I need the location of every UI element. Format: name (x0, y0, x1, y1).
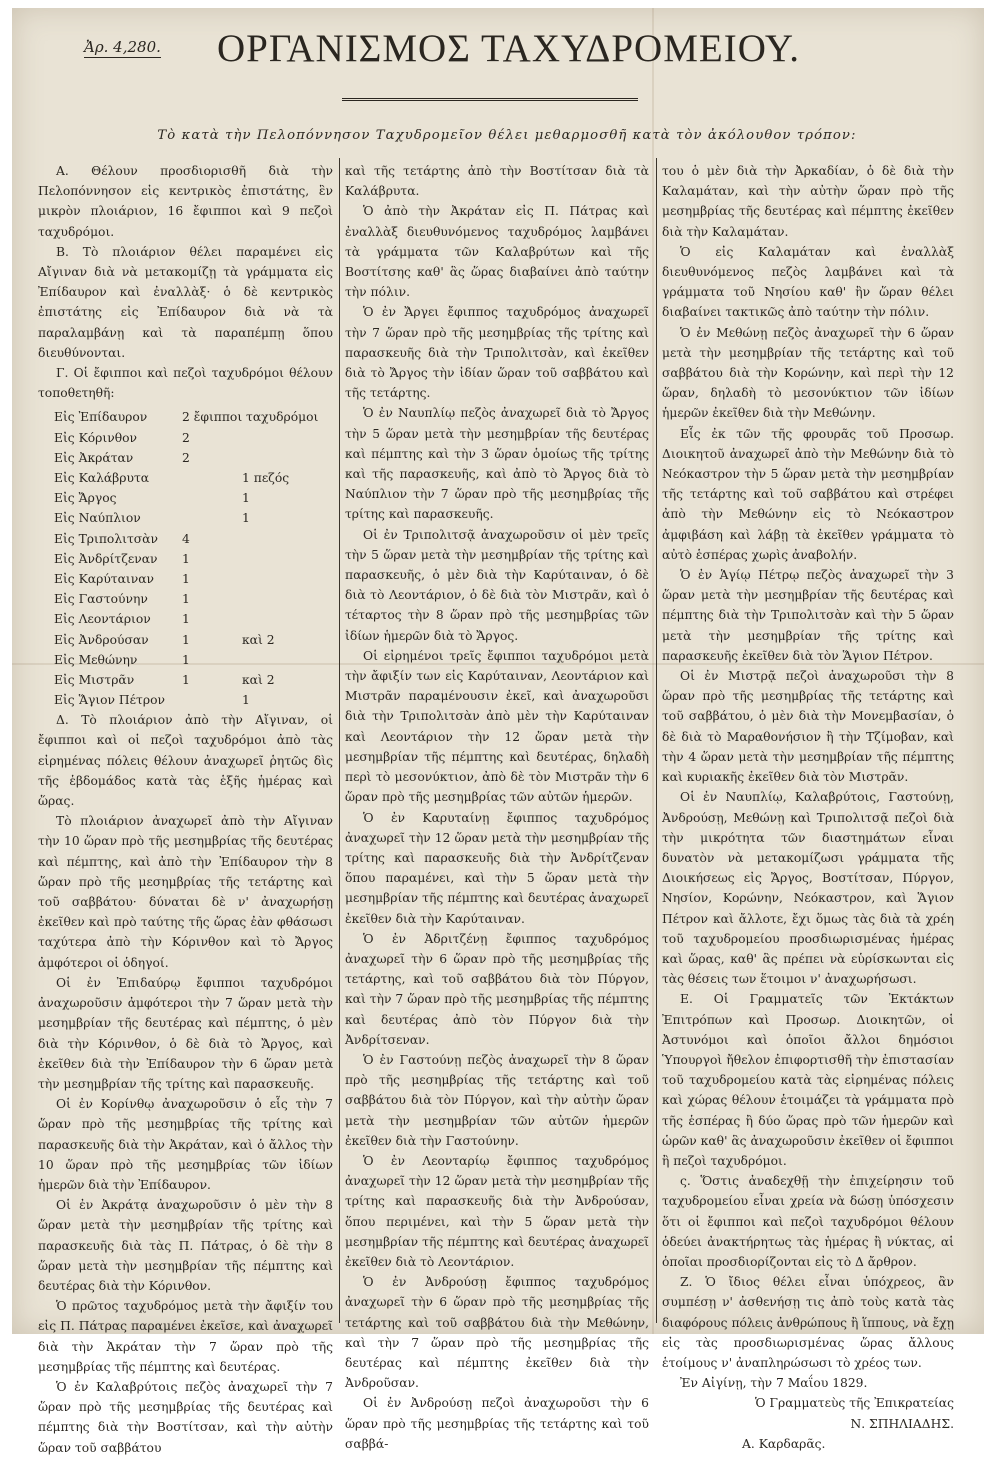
foot-cell (242, 569, 332, 589)
paragraph: Ὁ ἐν Ἁγίῳ Πέτρῳ πεζὸς ἀναχωρεῖ τὴν 3 ὥραν μετὰ τὴν μεσημβρίαν τῆς δευτέρας καὶ πέμπτης διὰ τὴν Τριπολιτσὰν καὶ τὴν 5 ὥραν μετὰ τὴν μεσημβρίαν τῆς τρίτης καὶ παρασκευῆς ἐκεῖθεν διὰ τὸν Ἅγιον Πέτρον. (662, 568, 954, 663)
paragraph: Γ. Οἱ ἔφιπποι καὶ πεζοὶ ταχυδρόμοι θέλουν τοποθετηθῆ: (38, 366, 333, 401)
table-row (38, 428, 333, 448)
paragraph: καὶ τῆς τετάρτης ἀπὸ τὴν Βοστίτσαν διὰ τὰ Καλάβρυτα. (345, 164, 649, 199)
paragraph: Ὁ ἐν Ἄργει ἔφιππος ταχυδρόμος ἀναχωρεῖ τὴν 7 ὥραν πρὸ τῆς μεσημβρίας τῆς τρίτης καὶ παρασκευῆς διὰ τὴν Τριπολιτσὰν, καὶ ἐκεῖθεν διὰ τὸ Ἄργος τὴν ἰδίαν ὥραν τοῦ σαββάτου καὶ τῆς τετάρτης. (345, 305, 649, 401)
riders-cell: 2 (182, 430, 190, 445)
riders-cell: 1 (182, 652, 190, 667)
riders-cell (182, 488, 242, 508)
paragraph: Οἱ εἰρημένοι τρεῖς ἔφιπποι ταχυδρόμοι μετὰ τὴν ἄφιξίν των εἰς Καρύταιναν, Λεοντάριον καὶ Μιστρᾶν παραμένουσιν ἐκεῖ, καὶ ἀναχωροῦσι διὰ τὴν Τριπολιτσὰν ἀπὸ μὲν τὴν Καρύταιναν καὶ Λεοντάριον τὴν 12 ὥραν μετὰ τὴν μεσημβρίαν τῆς πέμπτης καὶ δευτέρας, δηλαδὴ περὶ τὸ μεσονύκτιον, ἀπὸ δὲ τὸν Μιστρᾶν τὴν 6 ὥραν πρὸ τῆς μεσημβρίας τῶν αὐτῶν ἡμερῶν. (345, 648, 649, 805)
riders-cell: 2 (182, 450, 190, 465)
riders-cell (182, 468, 242, 488)
place-cell: Εἰς Γαστούνην (54, 592, 148, 607)
countersignature: Α. Καρδαρᾶς. (742, 1436, 826, 1451)
text-column-1 (38, 161, 333, 1458)
table-row (38, 609, 333, 629)
paragraph: Ὁ ἐν Καρυταίνῃ ἔφιππος ταχυδρόμος ἀναχωρεῖ τὴν 12 ὥραν μετὰ τὴν μεσημβρίαν τῆς τρίτης καὶ παρασκευῆς διὰ τὴν Ἀνδρίτζεναν ὅπου παραμένει, καὶ τὴν 5 ὥραν μετὰ τὴν μεσημβρίαν τῆς πέμπτης καὶ δευτέρας ἀναχωρεῖ ἐκεῖθεν διὰ τὴν Καρύταιναν. (345, 810, 649, 926)
table-row (38, 407, 333, 427)
paragraph: του ὁ μὲν διὰ τὴν Ἀρκαδίαν, ὁ δὲ διὰ τὴν Καλαμάταν, καὶ τὴν αὐτὴν ὥραν πρὸ τῆς μεσημβρίας τῆς δευτέρας καὶ πέμπτης ἐκεῖθεν διὰ τὴν Καλαμάταν. (662, 164, 954, 239)
reference-number: Ἀρ. 4,280. (84, 38, 161, 56)
riders-cell: 1 (182, 571, 190, 586)
place-cell: Εἰς Ἀνδρούσαν (54, 632, 149, 647)
table-row (38, 630, 333, 650)
paragraph: Ὁ ἐν Καλαβρύτοις πεζὸς ἀναχωρεῖ τὴν 7 ὥραν πρὸ τῆς μεσημβρίας τῆς δευτέρας καὶ πέμπτης διὰ τὴν Βοστίτσαν, καὶ τὴν αὐτὴν ὥραν τοῦ σαββάτου (38, 1379, 333, 1455)
foot-cell: 1 πεζός (242, 471, 290, 485)
paragraph: Οἱ ἐν Τριπολιτσᾷ ἀναχωροῦσιν οἱ μὲν τρεῖς τὴν 5 ὥραν μετὰ τὴν μεσημβρίαν τῆς τρίτης καὶ παρασκευῆς, ὁ μὲν διὰ τὴν Καρύταιναν, ὁ δὲ διὰ τὸ Λεοντάριον, ὁ δὲ διὰ τὸν Μιστρᾶν, καὶ ὁ τέταρτος τὴν 8 ὥραν πρὸ τῆς μεσημβρίας τῶν ἰδίων ἡμερῶν διὰ τὸ Ἄργος. (345, 527, 649, 643)
paragraph: ς. Ὅστις ἀναδεχθῇ τὴν ἐπιχείρησιν τοῦ ταχυδρομείου εἶναι χρεία νὰ δώσῃ ὑπόσχεσιν ὅτι οἱ ἔφιπποι καὶ πεζοὶ ταχυδρόμοι θέλουν ὁδεύει ἀνακτήρητως τὰς ἡμέρας ἢ νύκτας, αἱ ὁποῖαι προσδιορίζονται εἰς τὸ Δ ἄρθρον. (662, 1174, 954, 1269)
column-divider-1 (339, 158, 340, 1323)
text-column-2 (345, 161, 649, 1454)
signatory-name: Ν. ΣΠΗΛΙΑΔΗΣ. (850, 1416, 954, 1431)
date-line: Ἐν Αἰγίνῃ, τὴν 7 Μαΐου 1829. (680, 1376, 868, 1391)
foot-cell (242, 650, 332, 670)
paragraph: Οἱ ἐν Μιστρᾷ πεζοὶ ἀναχωροῦσι τὴν 8 ὥραν πρὸ τῆς μεσημβρίας τῆς τετάρτης καὶ τοῦ σαββάτου, ὁ μὲν διὰ τὴν Μονεμβασίαν, ὁ δὲ διὰ τὸ Μαραθονήσιον ἢ τὴν Τζίμοβαν, καὶ τὴν 4 ὥραν μετὰ τὴν μεσημβρίαν τῆς πέμπτης καὶ κυριακῆς ἐκεῖθεν διὰ τὸν Μιστρᾶν. (662, 669, 954, 785)
place-cell: Εἰς Ἅγιον Πέτρον (54, 693, 165, 708)
paragraph: Β. Τὸ πλοιάριον θέλει παραμένει εἰς Αἴγιναν διὰ νὰ μετακομίζῃ τὰ γράμματα εἰς Ἐπίδαυρον καὶ ἐναλλὰξ· ὁ δὲ κεντρικὸς ἐπιστάτης εἰς Ἐπίδαυρον διὰ νὰ τὰ παραλαμβάνῃ καὶ τὰ παραπέμπῃ ὅπου διευθύνονται. (38, 244, 333, 360)
table-row (38, 488, 333, 508)
foot-cell (242, 609, 332, 629)
place-cell: Εἰς Ναύπλιον (54, 511, 141, 526)
riders-cell: 1 (182, 612, 190, 627)
riders-cell: 1 (182, 592, 190, 607)
foot-cell: καὶ 2 (242, 672, 275, 687)
paragraph: Οἱ ἐν Κορίνθῳ ἀναχωροῦσιν ὁ εἷς τὴν 7 ὥραν πρὸ τῆς μεσημβρίας τῆς τρίτης καὶ παρασκευῆς διὰ τὴν Ἀκράταν, καὶ ὁ ἄλλος τὴν 10 ὥραν πρὸ τῆς μεσημβρίας τῶν ἰδίων ἡμερῶν διὰ τὴν Ἐπίδαυρον. (38, 1097, 333, 1192)
paragraph: Ὁ ἐν Μεθώνῃ πεζὸς ἀναχωρεῖ τὴν 6 ὥραν μετὰ τὴν μεσημβρίαν τῆς τετάρτης καὶ τοῦ σαββάτου διὰ τὴν Κορώνην, καὶ περὶ τὴν 12 ὥραν, δηλαδὴ τὸ μεσονύκτιον τῶν ἰδίων ἡμερῶν ἐκεῖθεν διὰ τὴν Μεθώνην. (662, 325, 954, 421)
page-title: ΟΡΓΑΝΙΣΜΟΣ ΤΑΧΥΔΡΟΜΕΙΟΥ. (217, 27, 801, 70)
foot-cell (242, 407, 332, 427)
table-row (38, 670, 333, 690)
paragraph: Ὁ ἐν Γαστούνῃ πεζὸς ἀναχωρεῖ τὴν 8 ὥραν πρὸ τῆς μεσημβρίας τῆς τετάρτης καὶ τοῦ σαββάτου διὰ τὸν Πύργον, καὶ τὴν αὐτὴν ὥραν μετὰ τὴν μεσημβρίαν τῶν αὐτῶν ἡμερῶν ἐκεῖθεν διὰ τὴν Γαστούνην. (345, 1052, 649, 1148)
paragraph: Ὁ ἐν Ναυπλίῳ πεζὸς ἀναχωρεῖ διὰ τὸ Ἄργος τὴν 5 ὥραν μετὰ τὴν μεσημβρίαν τῆς δευτέρας καὶ πέμπτης καὶ τὴν 3 ὥραν ὁμοίως τῆς τρίτης καὶ τῆς παρασκευῆς, καὶ ἀπὸ τὸ Ἄργος διὰ τὸ Ναύπλιον τὴν 7 ὥραν πρὸ τῆς μεσημβρίας τῆς τρίτης καὶ παρασκευῆς. (345, 406, 649, 522)
paragraph: Ὁ πρῶτος ταχυδρόμος μετὰ τὴν ἄφιξίν του εἰς Π. Πάτρας παραμένει ἐκεῖσε, καὶ ἀναχωρεῖ διὰ τὴν Ἀκράταν τὴν 7 ὥραν πρὸ τῆς μεσημβρίας τῆς πέμπτης καὶ δευτέρας. (38, 1299, 333, 1374)
place-cell: Εἰς Ἀνδρίτζεναν (54, 551, 158, 566)
table-row (38, 529, 333, 549)
table-row (38, 508, 333, 528)
foot-cell: 1 (242, 511, 250, 526)
place-cell: Εἰς Μιστρᾶν (54, 672, 135, 687)
table-row (38, 468, 333, 488)
paragraph: Ζ. Ὁ ἴδιος θέλει εἶναι ὑπόχρεος, ἂν συμπέσῃ ν' ἀσθενήσῃ τις ἀπὸ τοὺς κατὰ τὰς διαφόρους πόλεις ἀνθρώπους ἢ ἵππους, νὰ ἔχῃ εἰς τὰς προσδιωρισμένας ὥρας ἄλλους ἑτοίμους ν' ἀναπληρώσωσι τὸ χρέος των. (662, 1275, 954, 1370)
table-row (38, 448, 333, 468)
column-divider-2 (656, 158, 657, 1323)
paragraph: Ε. Οἱ Γραμματεῖς τῶν Ἐκτάκτων Ἐπιτρόπων καὶ Προσωρ. Διοικητῶν, οἱ Ἀστυνόμοι καὶ ὁποῖοι ἄλλοι δημόσιοι Ὑπουργοὶ ἤθελον ἐπιφορτισθῆ τὴν ἐπιστασίαν τοῦ ταχυδρομείου κατὰ τὰς εἰρημένας πόλεις καὶ χώρας θέλουν ἑτοιμάζει τὰ γράμματα πρὸ τῆς ἑσπέρας ἢ δύο ὥρας πρὸ τῶν ἡμερῶν καὶ ὡρῶν καθ' ἃς ἀναχωροῦσιν ἐκεῖθεν οἱ ἔφιπποι ἢ πεζοὶ ταχυδρόμοι. (662, 992, 954, 1168)
table-row (38, 589, 333, 609)
place-cell: Εἰς Κόρινθον (54, 430, 137, 445)
riders-cell: 2 ἔφιπποι ταχυδρόμοι (182, 410, 319, 425)
riders-cell: 4 (182, 531, 190, 546)
fold-crease-vertical (652, 8, 654, 1334)
postmen-table (38, 407, 333, 710)
table-row (38, 650, 333, 670)
foot-cell (242, 549, 332, 569)
foot-cell: 1 (242, 491, 250, 506)
paragraph: Οἱ ἐν Ἀκράτᾳ ἀναχωροῦσιν ὁ μὲν τὴν 8 ὥραν μετὰ τὴν μεσημβρίαν τῆς τρίτης καὶ παρασκευῆς διὰ τὰς Π. Πάτρας, ὁ δὲ τὴν 8 ὥραν μετὰ τὴν μεσημβρίαν τῆς πέμπτης καὶ δευτέρας διὰ τὴν Κόρινθον. (38, 1198, 333, 1293)
paragraph: Ὁ ἐν Λεονταρίῳ ἔφιππος ταχυδρόμος ἀναχωρεῖ τὴν 12 ὥραν μετὰ τὴν μεσημβρίαν τῆς τρίτης καὶ παρασκευῆς διὰ τὴν Ἀνδρούσαν, ὅπου περιμένει, καὶ τὴν 5 ὥραν μετὰ τὴν μεσημβρίαν τῆς πέμπτης καὶ δευτέρας ἀναχωρεῖ ἐκεῖθεν διὰ τὸ Λεοντάριον. (345, 1153, 649, 1269)
foot-cell (242, 589, 332, 609)
place-cell: Εἰς Ἐπίδαυρον (54, 410, 148, 425)
table-row (38, 690, 333, 710)
riders-cell (182, 690, 242, 710)
foot-cell: 1 (242, 693, 250, 708)
signatory-role: Ὁ Γραμματεὺς τῆς Ἐπικρατείας (754, 1396, 954, 1411)
place-cell: Εἰς Τριπολιτσὰν (54, 531, 158, 546)
place-cell: Εἰς Μεθώνην (54, 652, 138, 667)
table-row (38, 569, 333, 589)
title-rule (342, 98, 638, 101)
paragraph: Ὁ ἐν Ἀνδρούσῃ ἔφιππος ταχυδρόμος ἀναχωρεῖ τὴν 6 ὥραν πρὸ τῆς μεσημβρίας τῆς τετάρτης καὶ τοῦ σαββάτου διὰ τὴν Μεθώνην, καὶ τὴν 7 ὥραν πρὸ τῆς μεσημβρίας τῆς δευτέρας καὶ πέμπτης ἐκεῖθεν διὰ τὴν Ἀνδροῦσαν. (345, 1275, 649, 1391)
place-cell: Εἰς Ἄργος (54, 491, 117, 506)
paragraph: Ὁ ἐν Ἀδριτζένῃ ἔφιππος ταχυδρόμος ἀναχωρεῖ τὴν 6 ὥραν πρὸ τῆς μεσημβρίας τῆς τετάρτης, καὶ τοῦ σαββάτου διὰ τὸν Πύργον, καὶ τὴν 7 ὥραν πρὸ τῆς μεσημβρίας τῆς πέμπτης καὶ δευτέρας ἀπὸ τὸν Πύργον διὰ τὴν Ἀνδρίτσεναν. (345, 931, 649, 1047)
document-sheet (12, 8, 984, 1455)
paragraph: Οἱ ἐν Ἐπιδαύρῳ ἔφιπποι ταχυδρόμοι ἀναχωροῦσιν ἀμφότεροι τὴν 7 ὥραν μετὰ τὴν μεσημβρίαν τῆς δευτέρας καὶ πέμπτης, ὁ μὲν διὰ τὴν Κόρινθον, ὁ δὲ διὰ τὸ Ἄργος, καὶ ἐκεῖθεν διὰ τὴν Ἐπίδαυρον τὴν 6 ὥραν μετὰ τὴν μεσημβρίαν τῆς τρίτης καὶ παρασκευῆς. (38, 975, 333, 1091)
riders-cell: 1 (182, 672, 190, 687)
paragraph: Εἷς ἐκ τῶν τῆς φρουρᾶς τοῦ Προσωρ. Διοικητοῦ ἀναχωρεῖ ἀπὸ τὴν Μεθώνην διὰ τὸ Νεόκαστρον τὴν 5 ὥραν μετὰ τὴν μεσημβρίαν τῆς τετάρτης καὶ τοῦ σαββάτου καὶ στρέφει ἀπὸ τὴν Μεθώνην εἰς τὸ Νεόκαστρον ἀμφιβάση καὶ λάβῃ τὰ ἐκεῖθεν γράμματα τὸ αὐτὸ ἑσπέρας χωρὶς ἀναβολήν. (662, 426, 954, 562)
paragraph: Δ. Τὸ πλοιάριον ἀπὸ τὴν Αἴγιναν, οἱ ἔφιπποι καὶ οἱ πεζοὶ ταχυδρόμοι ἀπὸ τὰς εἰρημένας πόλεις θέλουν ἀναχωρεῖ ῥητῶς δὶς τῆς ἑβδομάδος κατὰ τὰς ἑξῆς ἡμέρας καὶ ὥρας. (38, 713, 333, 809)
text-column-3 (662, 161, 954, 1454)
paragraph: Οἱ ἐν Ἀνδρούσῃ πεζοὶ ἀναχωροῦσι τὴν 6 ὥραν πρὸ τῆς μεσημβρίας τῆς τετάρτης καὶ τοῦ σαββά- (345, 1396, 649, 1451)
paragraph: Ὁ εἰς Καλαμάταν καὶ ἐναλλὰξ διευθυνόμενος πεζὸς λαμβάνει καὶ τὰ γράμματα τοῦ Νησίου καθ' ἣν ὥραν θέλει διαβαίνει τακτικῶς ἀπὸ ταύτην τὴν πόλιν. (662, 244, 954, 320)
foot-cell (242, 529, 332, 549)
paragraph: Ὁ ἀπὸ τὴν Ἀκράταν εἰς Π. Πάτρας καὶ ἐναλλὰξ διευθυνόμενος ταχυδρόμος λαμβάνει τὰ γράμματα τῶν Καλαβρύτων καὶ τῆς Βοστίτσης καθ' ἃς ὥρας διαβαίνει ἀπὸ ταύτην τὴν πόλιν. (345, 204, 649, 300)
paragraph: Α. Θέλουν προσδιορισθῆ διὰ τὴν Πελοπόννησον εἰς κεντρικὸς ἐπιστάτης, ἓν μικρὸν πλοιάριον, 16 ἔφιπποι καὶ 9 πεζοὶ ταχυδρόμοι. (38, 164, 333, 239)
paragraph: Τὸ πλοιάριον ἀναχωρεῖ ἀπὸ τὴν Αἴγιναν τὴν 10 ὥραν πρὸ τῆς μεσημβρίας τῆς δευτέρας καὶ πέμπτης, καὶ ἀπὸ τὴν Ἐπίδαυρον τὴν 8 ὥραν πρὸ τῆς μεσημβρίας τῆς τετάρτης καὶ τοῦ σαββάτου· δύναται δὲ ν' ἀναχωρήσῃ ἐκεῖθεν καὶ πρὸ ταύτης τῆς ὥρας ἐὰν φθάσωσι ταχύτερα ἀπὸ τὴν Κόρινθον καὶ τὸ Ἄργος ἀμφότεροι οἱ ὁδηγοί. (38, 814, 333, 970)
riders-cell (182, 508, 242, 528)
paragraph: Οἱ ἐν Ναυπλίῳ, Καλαβρύτοις, Γαστούνῃ, Ἀνδρούσῃ, Μεθώνῃ καὶ Τριπολιτσᾷ πεζοὶ διὰ τὴν μικρότητα τῶν διαστημάτων εἶναι δυνατὸν νὰ μετακομίζωσι γράμματα τῆς Διοικήσεως εἰς Ἄργος, Βοστίτσαν, Πύργον, Νησίον, Κορώνην, Νεόκαστρον, καὶ Ἅγιον Πέτρον καὶ ἄλλοτε, ἔχι ὅμως τὰς διὰ τὰ χρέη τοῦ ταχυδρομείου προσδιωρισμένας ἡμέρας καὶ ὥρας, καθ' ἃς πρέπει νὰ εὑρίσκωνται εἰς τὰς θέσεις των ἕτοιμοι ν' ἀναχωρήσωσι. (662, 790, 954, 987)
page-subtitle: Τὸ κατὰ τὴν Πελοπόννησον Ταχυδρομεῖον θέλει μεθαρμοσθῆ κατὰ τὸν ἀκόλουθον τρόπον: (157, 128, 857, 143)
foot-cell (242, 428, 332, 448)
place-cell: Εἰς Καλάβρυτα (54, 471, 150, 485)
table-row (38, 549, 333, 569)
riders-cell: 1 (182, 551, 190, 566)
riders-cell: 1 (182, 632, 190, 647)
place-cell: Εἰς Καρύταιναν (54, 571, 154, 586)
foot-cell: καὶ 2 (242, 632, 275, 647)
foot-cell (242, 448, 332, 468)
place-cell: Εἰς Λεοντάριον (54, 612, 151, 627)
place-cell: Εἰς Ἀκράταν (54, 450, 134, 465)
